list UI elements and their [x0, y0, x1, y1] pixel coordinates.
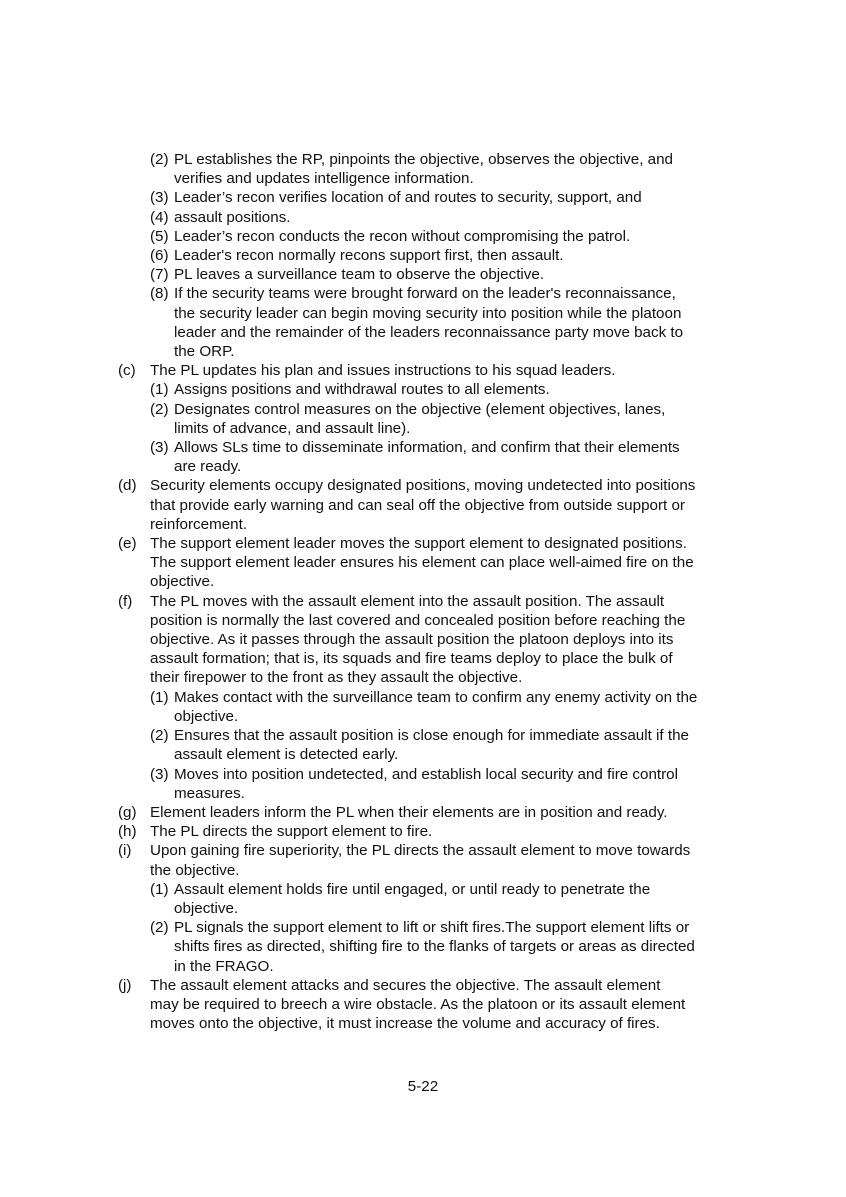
list-marker: (2): [150, 919, 169, 937]
line-text: The PL moves with the assault element into the assault position. The assault: [150, 592, 665, 610]
line-text: objective.: [174, 899, 239, 917]
paragraph-line: [0, 553, 846, 572]
line-text: The support element leader moves the support element to designated positions.: [150, 535, 687, 553]
paragraph-line: [0, 649, 846, 668]
document-body: [0, 150, 846, 1033]
list-marker: (d): [118, 477, 137, 495]
line-text: objective. As it passes through the assault position the platoon deploys into its: [150, 631, 674, 649]
line-text: Makes contact with the surveillance team to confirm any enemy activity on the: [174, 688, 698, 706]
subparagraph-line: [0, 400, 846, 419]
subparagraph-line: [0, 304, 846, 323]
line-text: The PL updates his plan and issues instructions to his squad leaders.: [150, 362, 616, 380]
subparagraph-line: [0, 419, 846, 438]
subparagraph-line: [0, 880, 846, 899]
line-text: limits of advance, and assault line).: [174, 419, 411, 437]
line-text: If the security teams were brought forward on the leader's reconnaissance,: [174, 285, 676, 303]
paragraph-line: [0, 592, 846, 611]
line-text: position is normally the last covered and concealed position before reaching the: [150, 611, 686, 629]
line-text: assault element is detected early.: [174, 746, 399, 764]
line-text: objective.: [150, 573, 215, 591]
line-text: Ensures that the assault position is close enough for immediate assault if the: [174, 727, 689, 745]
line-text: Leader's recon normally recons support first, then assault.: [174, 247, 564, 265]
line-text: shifts fires as directed, shifting fire to the flanks of targets or areas as directed: [174, 938, 695, 956]
line-text: in the FRAGO.: [174, 957, 274, 975]
line-text: The PL directs the support element to fire.: [150, 823, 433, 841]
paragraph-line: [0, 976, 846, 995]
paragraph-line: [0, 822, 846, 841]
line-text: Security elements occupy designated positions, moving undetected into positions: [150, 477, 696, 495]
line-text: The assault element attacks and secures the objective. The assault element: [150, 976, 661, 994]
list-marker: (1): [150, 880, 169, 898]
paragraph-line: [0, 841, 846, 860]
list-marker: (1): [150, 381, 169, 399]
list-marker: (7): [150, 266, 169, 284]
line-text: the ORP.: [174, 343, 235, 361]
subparagraph-line: [0, 784, 846, 803]
line-text: may be required to breech a wire obstacle. As the platoon or its assault element: [150, 995, 686, 1013]
line-text: Assault element holds fire until engaged, or until ready to penetrate the: [174, 880, 651, 898]
paragraph-line: [0, 534, 846, 553]
line-text: reinforcement.: [150, 515, 248, 533]
subparagraph-line: [0, 323, 846, 342]
line-text: PL establishes the RP, pinpoints the objective, observes the objective, and: [174, 151, 673, 168]
paragraph-line: [0, 803, 846, 822]
list-marker: (j): [118, 976, 132, 994]
paragraph-line: [0, 611, 846, 630]
subparagraph-line: [0, 227, 846, 246]
list-marker: (2): [150, 151, 169, 168]
subparagraph-line: [0, 899, 846, 918]
line-text: PL leaves a surveillance team to observe the objective.: [174, 266, 545, 284]
line-text: Leader’s recon conducts the recon without compromising the patrol.: [174, 227, 631, 245]
line-text: that provide early warning and can seal off the objective from outside support or: [150, 496, 685, 514]
line-text: Assigns positions and withdrawal routes to all elements.: [174, 381, 550, 399]
paragraph-line: [0, 630, 846, 649]
list-marker: (3): [150, 189, 169, 207]
paragraph-line: [0, 476, 846, 495]
list-marker: (1): [150, 688, 169, 706]
list-marker: (3): [150, 439, 169, 457]
list-marker: (f): [118, 592, 133, 610]
line-text: measures.: [174, 784, 245, 802]
subparagraph-line: [0, 918, 846, 937]
list-marker: (h): [118, 823, 137, 841]
subparagraph-line: [0, 208, 846, 227]
subparagraph-line: [0, 957, 846, 976]
subparagraph-line: [0, 688, 846, 707]
subparagraph-line: [0, 707, 846, 726]
list-marker: (c): [118, 362, 136, 380]
list-marker: (4): [150, 208, 169, 226]
paragraph-line: [0, 515, 846, 534]
line-text: Designates control measures on the objective (element objectives, lanes,: [174, 400, 666, 418]
line-text: Allows SLs time to disseminate information, and confirm that their elements: [174, 439, 680, 457]
subparagraph-line: [0, 284, 846, 303]
subparagraph-line: [0, 457, 846, 476]
list-marker: (2): [150, 400, 169, 418]
subparagraph-line: [0, 937, 846, 956]
list-marker: (i): [118, 842, 132, 860]
line-text: assault positions.: [174, 208, 291, 226]
subparagraph-line: [0, 265, 846, 284]
line-text: objective.: [174, 707, 239, 725]
list-marker: (e): [118, 535, 137, 553]
list-marker: (3): [150, 765, 169, 783]
line-text: Upon gaining fire superiority, the PL directs the assault element to move towards: [150, 842, 691, 860]
paragraph-line: [0, 668, 846, 687]
page-number: 5-22: [407, 1078, 439, 1095]
line-text: verifies and updates intelligence information.: [174, 170, 474, 188]
line-text: moves onto the objective, it must increase the volume and accuracy of fires.: [150, 1015, 660, 1033]
line-text: assault formation; that is, its squads and fire teams deploy to place the bulk of: [150, 650, 673, 668]
paragraph-line: [0, 995, 846, 1014]
paragraph-line: [0, 1014, 846, 1033]
subparagraph-line: [0, 765, 846, 784]
line-text: The support element leader ensures his element can place well-aimed fire on the: [150, 554, 694, 572]
paragraph-line: [0, 861, 846, 880]
paragraph-line: [0, 361, 846, 380]
line-text: Moves into position undetected, and establish local security and fire control: [174, 765, 679, 783]
line-text: Element leaders inform the PL when their elements are in position and ready.: [150, 803, 668, 821]
list-marker: (5): [150, 227, 169, 245]
subparagraph-line: [0, 380, 846, 399]
subparagraph-line: [0, 169, 846, 188]
line-text: are ready.: [174, 458, 242, 476]
line-text: PL signals the support element to lift or shift fires.The support element lifts or: [174, 919, 690, 937]
paragraph-line: [0, 572, 846, 591]
line-text: the security leader can begin moving security into position while the platoon: [174, 304, 682, 322]
subparagraph-line: [0, 246, 846, 265]
subparagraph-line: [0, 438, 846, 457]
list-marker: (g): [118, 803, 137, 821]
list-marker: (2): [150, 727, 169, 745]
line-text: leader and the remainder of the leaders reconnaissance party move back to: [174, 323, 684, 341]
subparagraph-line: [0, 745, 846, 764]
list-marker: (6): [150, 247, 169, 265]
paragraph-line: [0, 496, 846, 515]
line-text: Leader’s recon verifies location of and routes to security, support, and: [174, 189, 642, 207]
subparagraph-line: [0, 342, 846, 361]
subparagraph-line: [0, 150, 846, 169]
line-text: the objective.: [150, 861, 240, 879]
subparagraph-line: [0, 188, 846, 207]
line-text: their firepower to the front as they assault the objective.: [150, 669, 523, 687]
subparagraph-line: [0, 726, 846, 745]
list-marker: (8): [150, 285, 169, 303]
